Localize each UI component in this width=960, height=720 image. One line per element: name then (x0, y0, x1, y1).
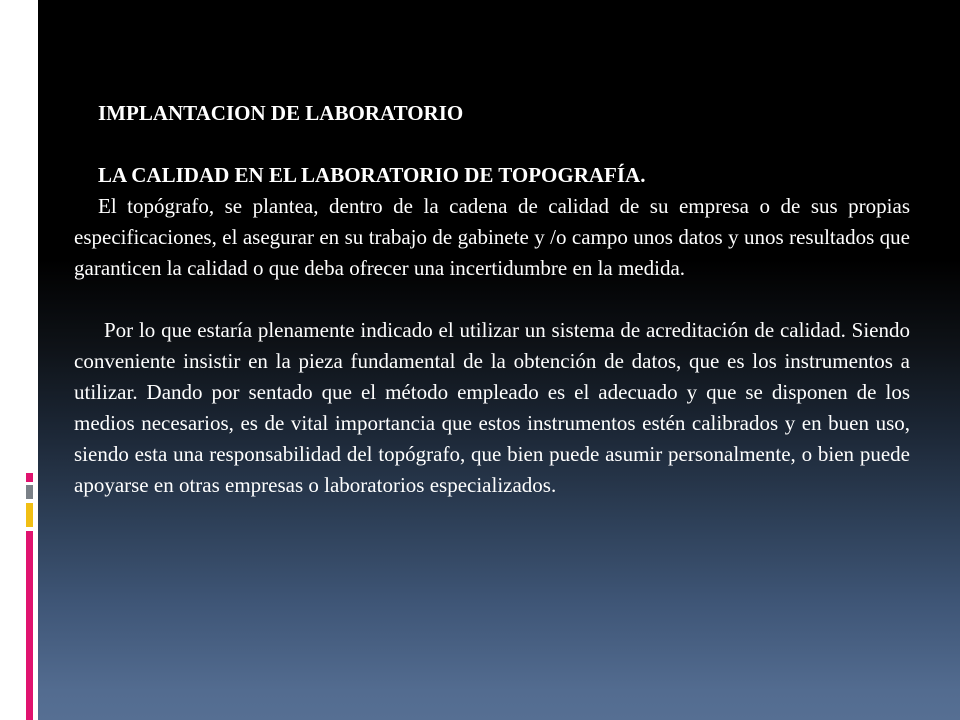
slide-content (74, 98, 910, 501)
accent-bar-pink (26, 473, 33, 482)
accent-bar-gray (26, 485, 33, 499)
slide-title: IMPLANTACION DE LABORATORIO (98, 101, 464, 125)
decorative-bar (26, 0, 29, 62)
accent-bar-yellow (26, 503, 33, 527)
slide-subtitle: LA CALIDAD EN EL LABORATORIO DE TOPOGRAFÍA. (98, 163, 646, 187)
paragraph: Por lo que estaría plenamente indicado el utilizar un sistema de acreditación de calidad. Siendo conveniente insistir en la pieza fundamental de la obtención de datos, que es los instrumentos a utilizar. Dando por sentado que el método empleado es el adecuado y que se disponen de los medios necesarios, es de vital importancia que estos instrumentos estén calibrados y en buen uso, siendo esta una responsabilidad del topógrafo, que bien puede asumir personalmente, o bien puede apoyarse en otras empresas o laboratorios especializados. (74, 318, 910, 497)
decorative-bar (8, 0, 12, 62)
decorative-bar (20, 0, 24, 62)
paragraph: El topógrafo, se plantea, dentro de la cadena de calidad de su empresa o de sus propias especificaciones, el asegurar en su trabajo de gabinete y /o campo unos datos y unos resultados que garanticen la calidad o que deba ofrecer una incertidumbre en la medida. (74, 194, 910, 280)
accent-bar-pink (26, 531, 33, 720)
